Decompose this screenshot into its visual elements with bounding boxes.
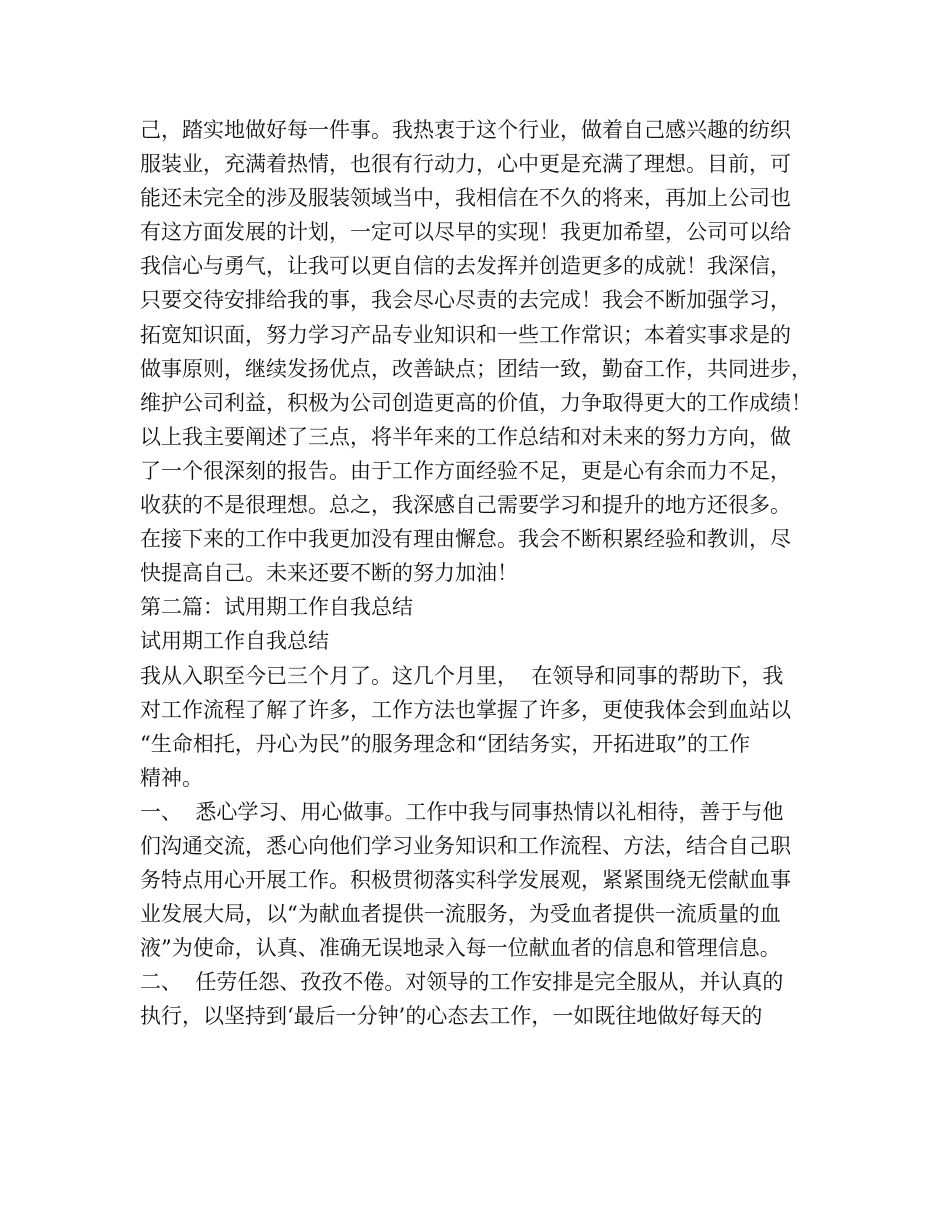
text-line: 二、 任劳任怨、孜孜不倦。对领导的工作安排是完全服从，并认真的 [140, 970, 784, 995]
text-line: 只要交待安排给我的事，我会尽心尽责的去完成！我会不断加强学习， [140, 288, 791, 313]
text-line: “生命相托，丹心为民”的服务理念和“团结务实，开拓进取”的工作 [140, 731, 750, 756]
text-line: 业发展大局，以“为献血者提供一流服务，为受血者提供一流质量的血 [140, 902, 781, 927]
text-line: 务特点用心开展工作。积极贯彻落实科学发展观，紧紧围绕无偿献血事 [140, 868, 791, 893]
text-line: 做事原则，继续发扬优点，改善缺点；团结一致，勤奋工作，共同进步， [140, 356, 812, 381]
text-line: 了一个很深刻的报告。由于工作方面经验不足，更是心有余而力不足， [140, 458, 791, 483]
text-line: 己，踏实地做好每一件事。我热衷于这个行业，做着自己感兴趣的纺织 [140, 118, 791, 142]
text-line: 维护公司利益，积极为公司创造更高的价值，力争取得更大的工作成绩！ [140, 390, 812, 415]
document-title: 试用期工作自我总结 [140, 629, 329, 654]
text-line: 们沟通交流，悉心向他们学习业务知识和工作流程、方法，结合自己职 [140, 833, 791, 858]
text-line: 在接下来的工作中我更加没有理由懈怠。我会不断积累经验和教训，尽 [140, 527, 791, 552]
text-line: 执行，以坚持到‘最后一分钟’的心态去工作，一如既往地做好每天的 [140, 1004, 763, 1029]
text-line: 拓宽知识面，努力学习产品专业知识和一些工作常识；本着实事求是的 [140, 322, 791, 347]
text-line: 一、 悉心学习、用心做事。工作中我与同事热情以礼相待，善于与他 [140, 799, 784, 824]
text-line: 快提高自己。未来还要不断的努力加油！ [140, 561, 518, 586]
section-heading: 第二篇：试用期工作自我总结 [140, 595, 413, 620]
text-line: 液”为使命，认真、准确无误地录入每一位献血者的信息和管理信息。 [140, 936, 781, 961]
text-line: 收获的不是很理想。总之，我深感自己需要学习和提升的地方还很多。 [140, 493, 791, 518]
document-body [140, 113, 820, 1034]
text-line: 我信心与勇气，让我可以更自信的去发挥并创造更多的成就！我深信， [140, 254, 791, 279]
text-line: 精神。 [140, 765, 203, 790]
text-line: 以上我主要阐述了三点，将半年来的工作总结和对未来的努力方向，做 [140, 424, 791, 449]
text-line: 对工作流程了解了许多，工作方法也掌握了许多，更使我体会到血站以 [140, 697, 791, 722]
text-line: 能还未完全的涉及服装领域当中，我相信在不久的将来，再加上公司也 [140, 186, 791, 211]
text-line: 我从入职至今已三个月了。这几个月里， 在领导和同事的帮助下，我 [140, 663, 784, 688]
text-line: 服装业，充满着热情，也很有行动力，心中更是充满了理想。目前，可 [140, 152, 791, 177]
text-line: 有这方面发展的计划，一定可以尽早的实现！我更加希望，公司可以给 [140, 220, 791, 245]
